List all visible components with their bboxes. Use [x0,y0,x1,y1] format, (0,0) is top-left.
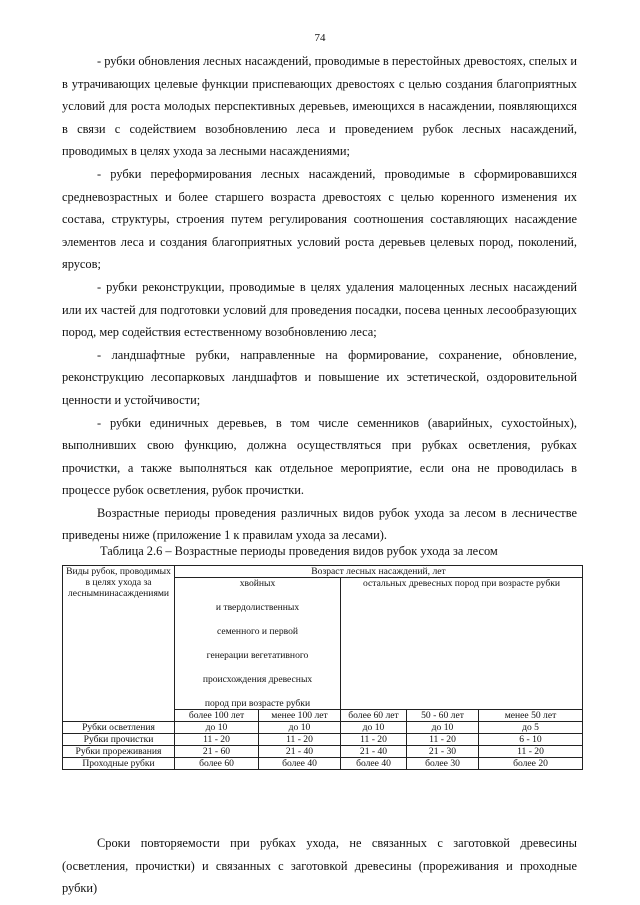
age-header: Возраст лесных насаждений, лет [175,566,583,578]
table-cell: 21 - 40 [259,746,341,758]
table-cell: до 10 [407,722,479,734]
felling-type-name: Рубки осветления [63,722,175,734]
table-cell: 11 - 20 [175,734,259,746]
paragraph-repetition-intervals: Сроки повторяемости при рубках ухода, не связанных с заготовкой древесины (осветления, прочистки) и связанных с заготовкой древесины (прореживания и проходные рубки) [62,836,577,896]
table-row [63,722,583,734]
felling-type-name: Рубки прореживания [63,746,175,758]
age-group-header: менее 50 лет [479,710,583,722]
paragraph-age-periods-intro: Возрастные периоды проведения различных видов рубок ухода за лесом в лесничестве приведены ниже (приложение 1 к правилам ухода за лесами). [62,505,577,543]
table-cell: до 10 [175,722,259,734]
felling-type-header: Виды рубок, проводимых в целях ухода за леснымнинасаждениями [63,566,175,722]
table-row [63,758,583,770]
table-cell: более 40 [341,758,407,770]
conifer-header-line: пород при возрасте рубки [204,698,311,709]
table-cell: до 5 [479,722,583,734]
table-cell: более 60 [175,758,259,770]
age-group-header: более 60 лет [341,710,407,722]
table-cell: 11 - 20 [479,746,583,758]
table-row [63,734,583,746]
closing-text [62,832,577,900]
table-cell: более 20 [479,758,583,770]
felling-type-name: Рубки прочистки [63,734,175,746]
conifer-header-line: происхождения древесных [202,674,313,685]
paragraph-reformation-felling: - рубки переформирования лесных насаждений, проводимые в сформировавшихся средневозрастных и более старшего возраста древостоях с целью коренного изменения их состава, структуры, строения путем регулирования соотношения составляющих насаждение элементов леса и создания благоприятных условий роста деревьев целевых пород, поколений, ярусов; [62,166,577,272]
table-cell: 11 - 20 [259,734,341,746]
age-group-header: 50 - 60 лет [407,710,479,722]
table-cell: более 30 [407,758,479,770]
table-cell: 11 - 20 [407,734,479,746]
body-text [62,50,577,547]
felling-type-name: Проходные рубки [63,758,175,770]
table-cell: 21 - 40 [341,746,407,758]
paragraph-landscape-felling: - ландшафтные рубки, направленные на формирование, сохранение, обновление, реконструкцию лесопарковых ландшафтов и повышение их эстетической, оздоровительной ценности и устойчивости; [62,347,577,407]
paragraph-reconstruction-felling: - рубки реконструкции, проводимые в целях удаления малоценных лесных насаждений или их частей для подготовки условий для проведения посадки, посева ценных лесообразующих пород, мер содействия естественному возобновлению леса; [62,279,577,340]
table-cell: 11 - 20 [341,734,407,746]
table-cell: до 10 [259,722,341,734]
conifer-header-line: генерации вегетативного [206,650,309,661]
conifer-header-line: семенного и первой [216,626,299,637]
paragraph-single-tree-felling: - рубки единичных деревьев, в том числе семенников (аварийных, сухостойных), выполнивших свою функцию, должна осуществляться при рубках осветления, рубках прочистки, а также выполняться как отдельное мероприятие, если она не проводилась в процессе рубок осветления, рубок прочистки. [62,415,577,498]
conifer-header-line: хвойных [239,578,276,589]
table-cell: 21 - 30 [407,746,479,758]
age-group-header: менее 100 лет [259,710,341,722]
table-cell: более 40 [259,758,341,770]
page-number: 74 [314,32,326,44]
table-cell: 6 - 10 [479,734,583,746]
table-caption: Таблица 2.6 – Возрастные периоды проведения видов рубок ухода за лесом [100,544,498,558]
conifer-header [175,578,341,710]
table-row [63,746,583,758]
table-header-row [63,566,583,578]
table-cell: 21 - 60 [175,746,259,758]
age-periods-table [62,565,583,770]
paragraph-renewal-felling: - рубки обновления лесных насаждений, проводимые в перестойных древостоях, спелых и в утрачивающих целевые функции приспевающих древостоях с целью создания благоприятных условий для роста молодых перспективных деревьев, имеющихся в насаждении, появляющихся в связи с содействием возобновлению леса и проведением рубок лесных насаждений, проводимых в целях ухода за лесными насаждениями; [62,54,577,159]
other-species-header: остальных древесных пород при возрасте рубки [341,578,583,710]
table-cell: до 10 [341,722,407,734]
age-group-header: более 100 лет [175,710,259,722]
conifer-header-line: и твердолиственных [215,602,300,613]
